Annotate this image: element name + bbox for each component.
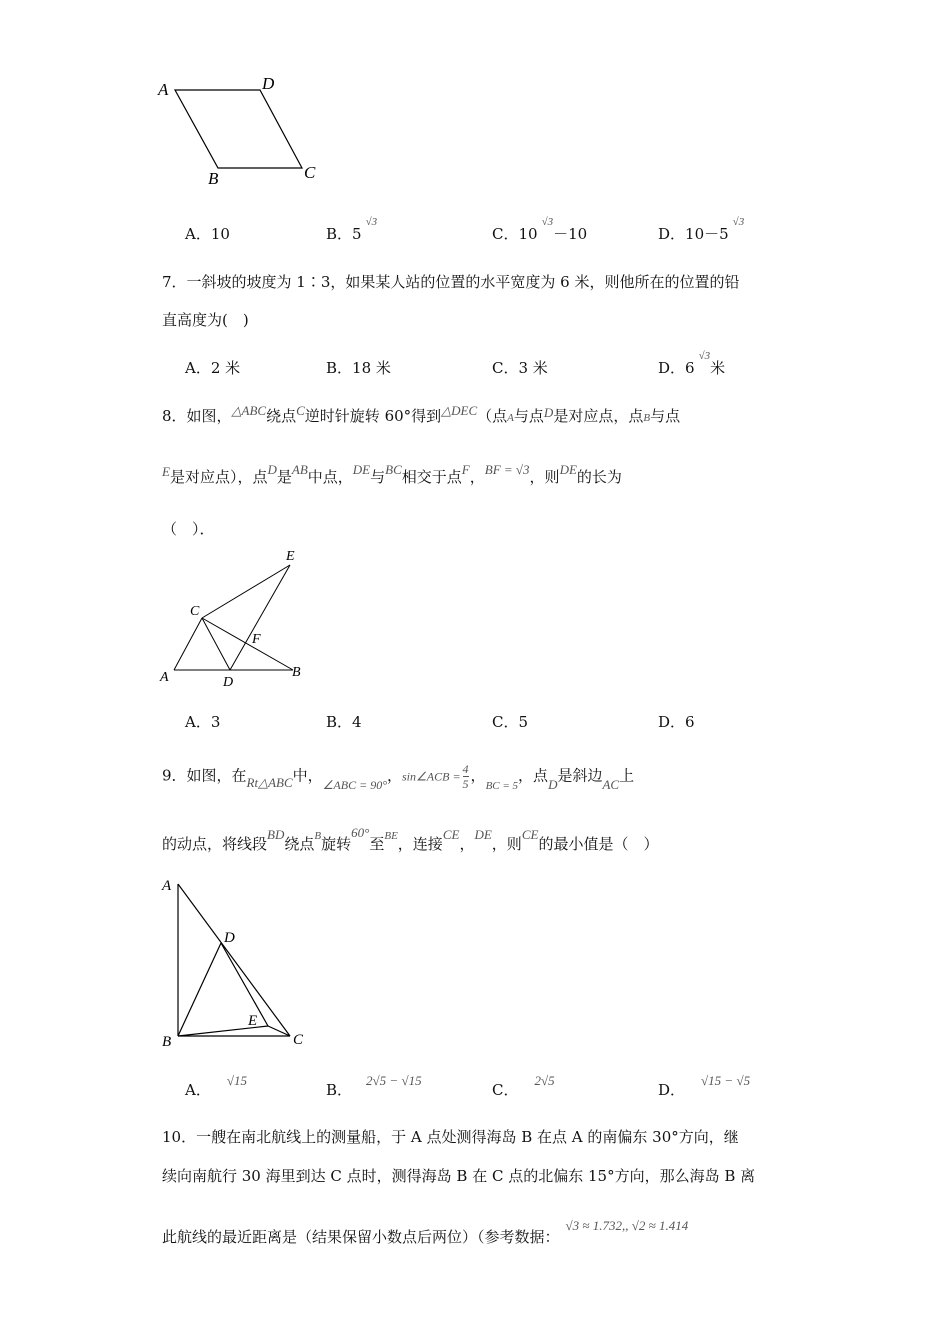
- option-sqrt: √3: [698, 350, 711, 362]
- option-text: 5: [518, 713, 529, 731]
- q9-option-c[interactable]: [492, 1073, 555, 1100]
- text-run: 的动点，将线段: [162, 835, 268, 853]
- q9-label-a: A: [162, 878, 172, 894]
- option-text: 5: [352, 225, 362, 243]
- option-sqrt: √3: [541, 216, 554, 228]
- q9-option-d[interactable]: [658, 1073, 751, 1100]
- option-text: 18 米: [352, 359, 391, 377]
- option-text: 10: [210, 225, 230, 243]
- text-run: 是: [276, 468, 292, 486]
- q8-label-f: F: [252, 632, 261, 647]
- q6-option-c[interactable]: [492, 216, 588, 244]
- option-letter: D．: [658, 359, 686, 377]
- q9-stem-line1: [162, 762, 634, 791]
- text-run: 是斜边: [557, 766, 603, 785]
- math-run: F: [461, 462, 470, 477]
- text-run: ，点: [518, 766, 549, 785]
- text-run: 至: [369, 835, 385, 853]
- option-letter: C．: [492, 225, 519, 243]
- option-text: 3: [210, 713, 221, 731]
- q6-option-a[interactable]: [185, 223, 230, 244]
- text-run: 中，: [292, 766, 323, 785]
- text-run: 相交于点: [401, 468, 462, 486]
- q9-label-b: B: [162, 1034, 172, 1050]
- text-run: ，: [470, 766, 486, 785]
- math-run: 60°: [351, 825, 370, 840]
- q9-stem-line2: [162, 825, 659, 854]
- q8-triangle-figure: [150, 545, 320, 690]
- q7-option-b[interactable]: [326, 357, 391, 378]
- math-run: AC: [602, 776, 620, 792]
- q8-stem-line3: （ ）．: [162, 520, 215, 538]
- option-letter: C．: [492, 713, 519, 731]
- q9-triangle-figure: [150, 870, 320, 1055]
- text-run: ，连接: [397, 835, 443, 853]
- math-run: A: [507, 412, 514, 424]
- q9-label-d: D: [224, 930, 235, 946]
- text-run: 绕点: [284, 835, 315, 853]
- q8-option-d[interactable]: [658, 711, 695, 732]
- option-after: 米: [710, 359, 726, 377]
- math-run: BD: [267, 827, 285, 842]
- option-letter: D．: [658, 1081, 686, 1099]
- q6-label-c: C: [304, 163, 316, 182]
- q6-option-d[interactable]: [658, 216, 745, 244]
- text-run: 9．如图，在: [162, 766, 247, 785]
- math-run: C: [296, 403, 305, 418]
- text-run: 的最小值是（ ）: [538, 835, 659, 853]
- option-letter: B．: [326, 1081, 353, 1099]
- q8-label-a: A: [160, 670, 169, 685]
- math-run: BF = √3: [484, 462, 530, 477]
- q10-stem-line2: 续向南航行 30 海里到达 C 点时，测得海岛 B 在 C 点的北偏东 15°方向，那么海岛 B 离: [162, 1167, 756, 1185]
- text-run: 旋转: [321, 835, 352, 853]
- text-run: ，则: [491, 835, 522, 853]
- fraction-denominator: 5: [462, 777, 469, 791]
- text-run: 的长为: [576, 468, 622, 486]
- q9-option-a[interactable]: [185, 1073, 247, 1100]
- option-math: √15: [226, 1073, 247, 1088]
- math-run: △DEC: [441, 403, 478, 418]
- fraction-numerator: 4: [462, 762, 469, 776]
- text-run: 是对应点，点: [553, 407, 644, 425]
- math-run: D: [267, 462, 277, 477]
- q7-option-a[interactable]: [185, 357, 240, 378]
- option-math: √15 − √5: [701, 1073, 751, 1088]
- math-run: BC = 5: [485, 779, 519, 792]
- math-run: DE: [352, 462, 371, 477]
- math-run: B: [314, 830, 322, 842]
- math-run: △ABC: [231, 403, 267, 418]
- text-run: 8．如图，: [162, 407, 232, 425]
- text-run: 是对应点），点: [169, 468, 268, 486]
- q8-stem-line2: [162, 462, 622, 487]
- math-run: E: [162, 464, 170, 479]
- math-run: D: [548, 776, 558, 792]
- q7-stem-line1: 7．一斜坡的坡度为 1∶3，如果某人站的位置的水平宽度为 6 米，则他所在的位置的铅: [162, 273, 740, 291]
- option-letter: A．: [185, 359, 211, 377]
- q7-option-d[interactable]: [658, 350, 726, 378]
- option-letter: B．: [326, 225, 353, 243]
- math-run: Rt△ABC: [246, 774, 293, 790]
- reference-data: √3 ≈ 1.732,, √2 ≈ 1.414: [565, 1218, 689, 1233]
- math-run: D: [543, 405, 554, 420]
- q9-label-c: C: [293, 1032, 304, 1048]
- math-run: DE: [559, 462, 577, 477]
- text-run: 与: [370, 468, 386, 486]
- option-text: 2 米: [210, 359, 241, 377]
- option-text: 10: [518, 225, 538, 243]
- option-letter: D．: [658, 225, 686, 243]
- math-run: BC: [385, 462, 402, 477]
- text-run: 与点: [513, 407, 544, 425]
- option-text: 6: [685, 713, 695, 731]
- q6-parallelogram: [175, 90, 302, 168]
- option-math: 2√5 − √15: [366, 1073, 422, 1088]
- q7-stem-line2: 直高度为( ): [162, 311, 249, 329]
- text-run: 绕点: [266, 407, 297, 425]
- q8-option-c[interactable]: [492, 711, 528, 732]
- text-run: 逆时针旋转 60°得到: [304, 407, 442, 425]
- q10-stem-line1: 10．一艘在南北航线上的测量船，于 A 点处测得海岛 B 在点 A 的南偏东 30°方向，继: [162, 1128, 739, 1146]
- q6-option-b[interactable]: [326, 216, 378, 244]
- text-run: 此航线的最近距离是（结果保留小数点后两位）（参考数据：: [162, 1228, 560, 1246]
- option-letter: B．: [326, 359, 353, 377]
- option-math: 2√5: [534, 1073, 555, 1088]
- text-run: ，则: [529, 468, 560, 486]
- q9-option-b[interactable]: [326, 1073, 422, 1100]
- q8-stem-line1: [162, 405, 680, 426]
- math-run: ∠ABC = 90°: [322, 777, 387, 792]
- math-run: BE: [384, 830, 398, 842]
- q6-label-a: A: [158, 80, 169, 99]
- q7-option-c[interactable]: [492, 357, 548, 378]
- text-run: ，: [387, 766, 403, 785]
- q8-label-d: D: [223, 675, 234, 690]
- option-letter: C．: [492, 359, 519, 377]
- math-run: DE: [474, 827, 492, 842]
- math-run: CE: [442, 827, 460, 842]
- fraction: [463, 762, 469, 791]
- option-letter: D．: [658, 713, 686, 731]
- q10-stem-line3: [162, 1218, 689, 1247]
- q8-label-e: E: [286, 549, 295, 564]
- text-run: ，: [469, 468, 485, 486]
- q6-label-b: B: [208, 169, 219, 188]
- option-text: 10－5: [685, 225, 729, 243]
- text-run: 中点，: [307, 468, 353, 486]
- text-run: ，: [459, 835, 475, 853]
- option-letter: C．: [492, 1081, 519, 1099]
- q9-label-e: E: [248, 1013, 258, 1029]
- q6-label-d: D: [262, 74, 275, 93]
- option-sqrt: √3: [365, 216, 378, 228]
- option-text: 3 米: [518, 359, 548, 377]
- option-letter: A．: [185, 225, 211, 243]
- text-run: 与点: [650, 407, 681, 425]
- q8-label-b: B: [292, 665, 301, 680]
- math-run: sin∠ACB =: [402, 769, 461, 784]
- option-text: 4: [352, 713, 362, 731]
- option-after: －10: [553, 225, 588, 243]
- text-run: （点: [477, 407, 508, 425]
- option-letter: A．: [185, 713, 211, 731]
- q6-parallelogram-figure: [150, 70, 330, 195]
- math-run: AB: [291, 462, 308, 477]
- text-run: 上: [619, 766, 635, 785]
- q8-label-c: C: [190, 604, 200, 619]
- q8-option-b[interactable]: [326, 711, 362, 732]
- math-run: CE: [521, 827, 539, 842]
- option-text: 6: [685, 359, 695, 377]
- option-letter: B．: [326, 713, 353, 731]
- math-run: B: [643, 412, 651, 424]
- q8-option-a[interactable]: [185, 711, 220, 732]
- option-sqrt: √3: [732, 216, 745, 228]
- option-letter: A．: [185, 1081, 211, 1099]
